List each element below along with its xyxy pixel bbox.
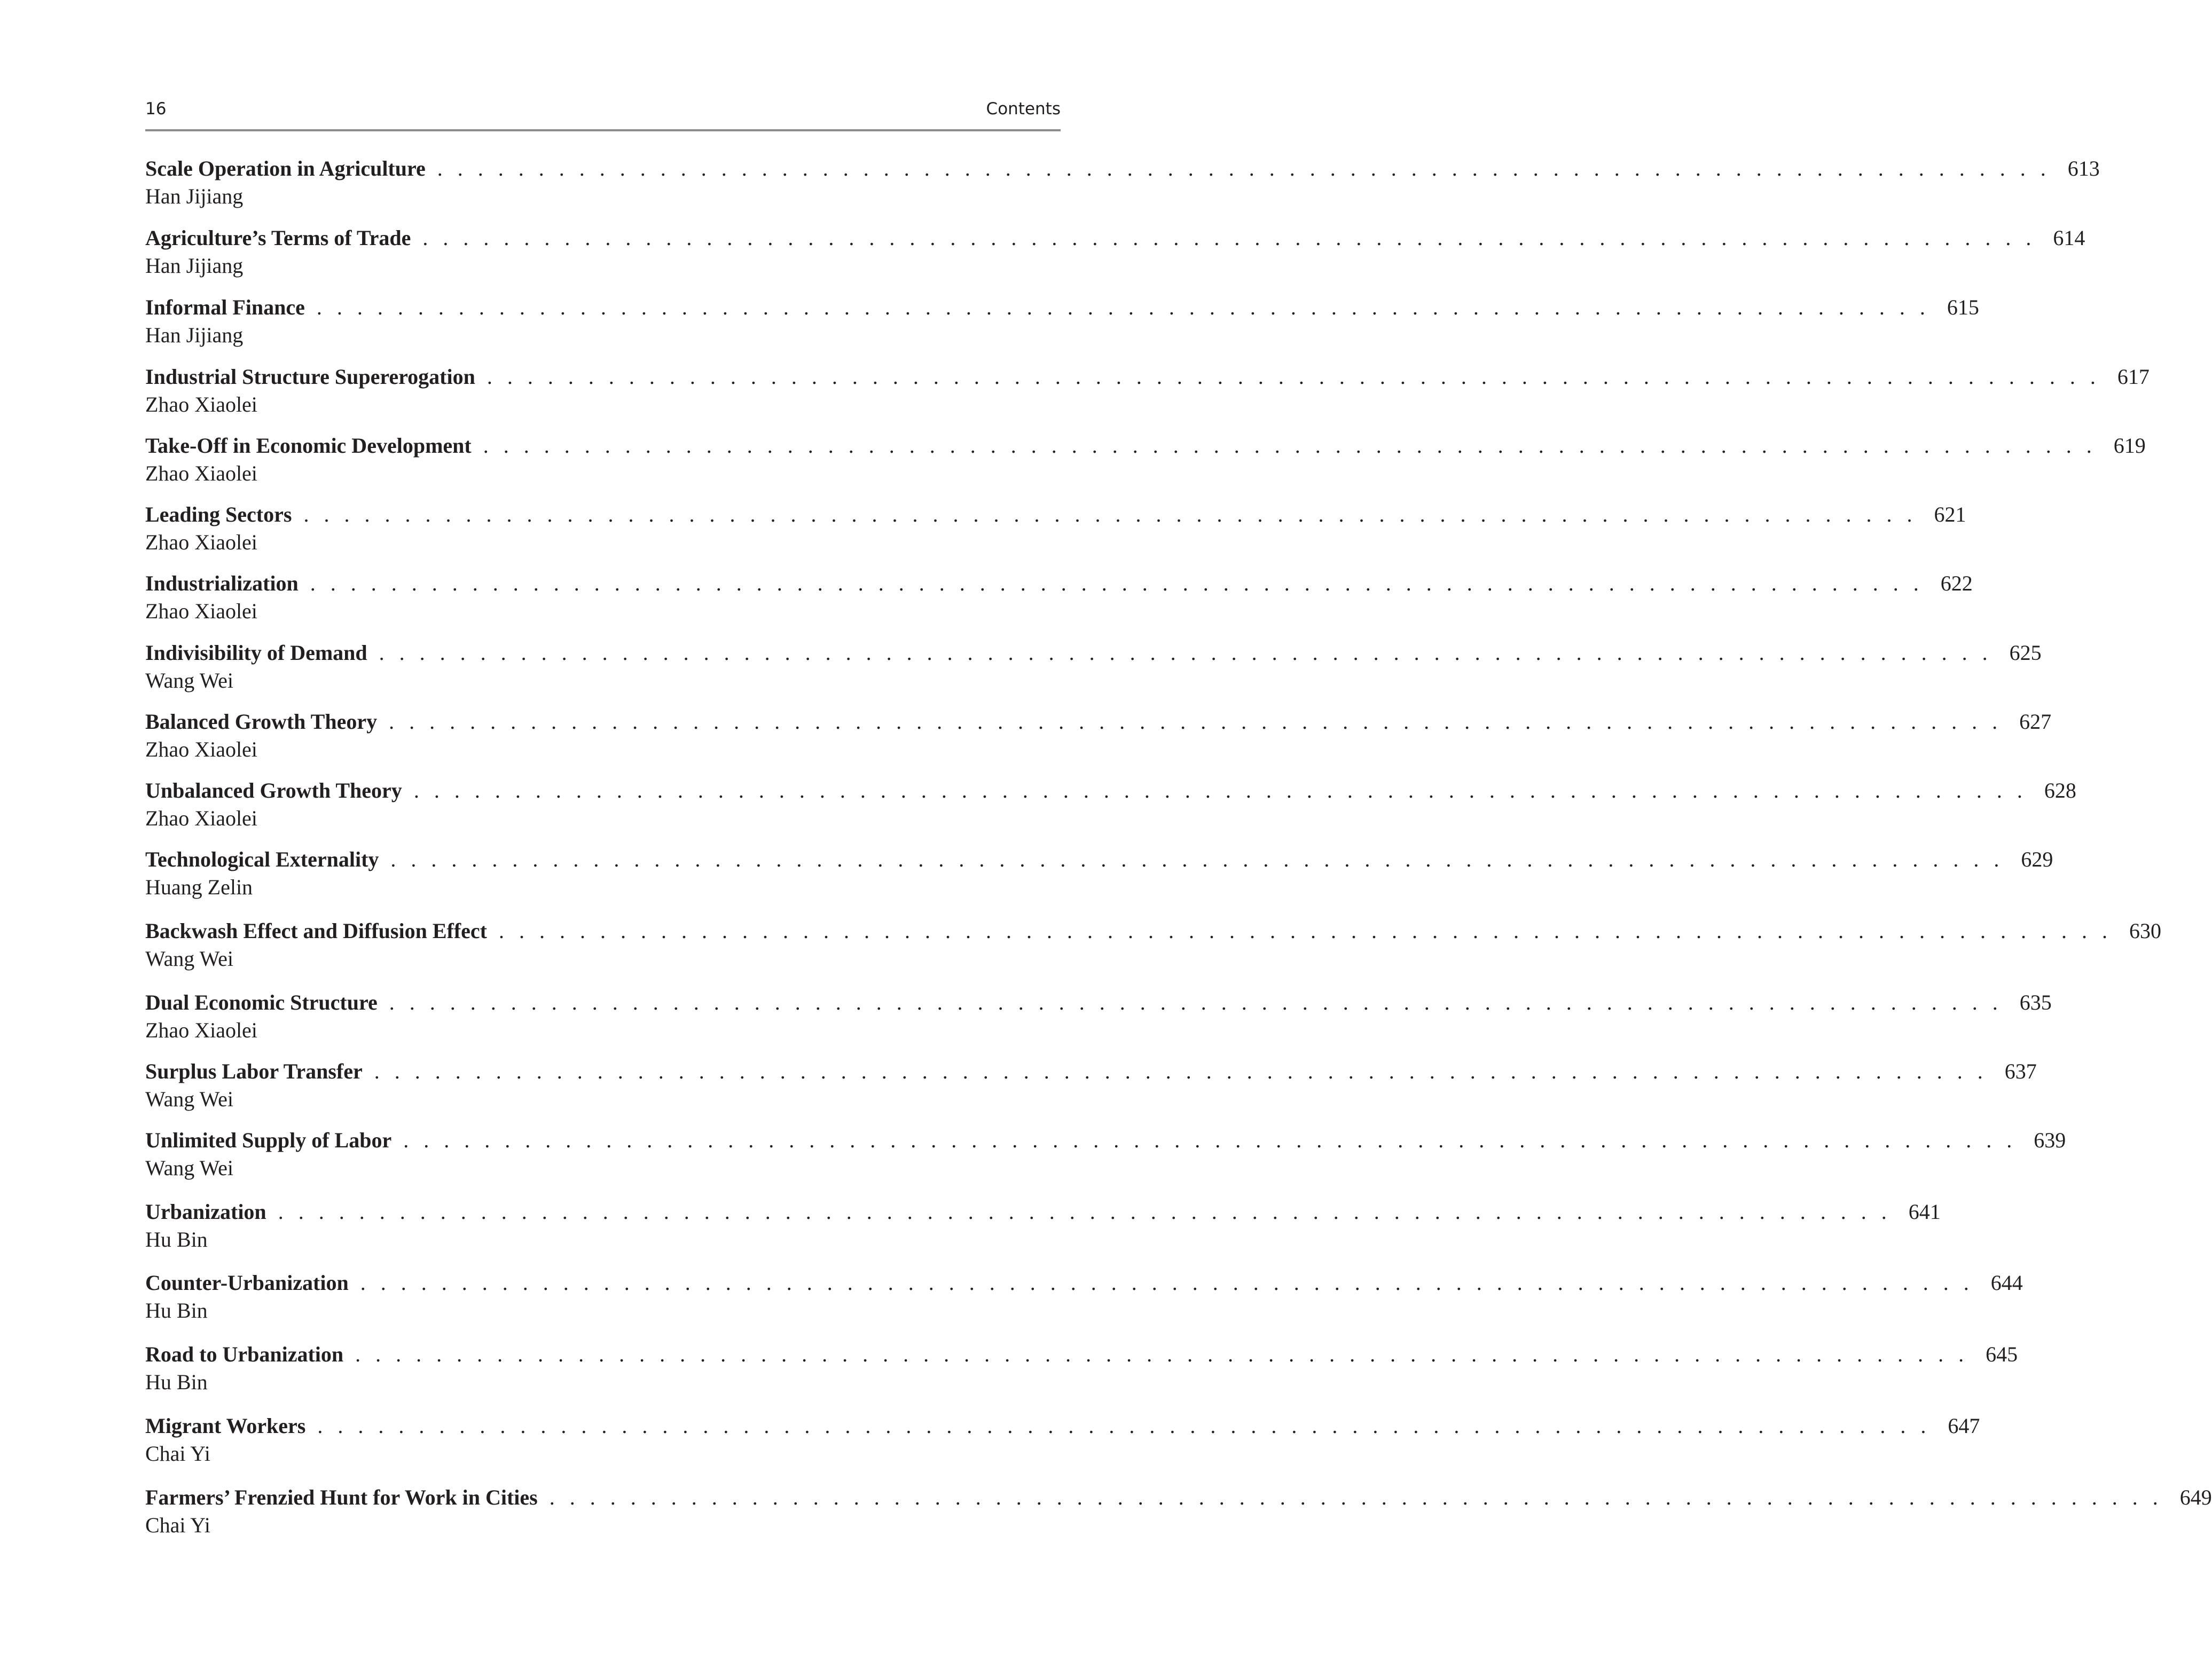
dot-leader: . . . . . . . . . . . . . . . . . . . . . . . . . . . . . . . . . . . . . . . . . . . . . . . . . . . . . . . . . . . . . . . . . . . . . . . . . . . . . . . . [379, 641, 1993, 665]
toc-entry-line [145, 432, 2146, 460]
entry-title[interactable]: Surplus Labor Transfer [145, 1059, 363, 1083]
dot-leader: . . . . . . . . . . . . . . . . . . . . . . . . . . . . . . . . . . . . . . . . . . . . . . . . . . . . . . . . . . . . . . . . . . . . . . . . . . . . . . . . [390, 847, 2004, 871]
dot-leader: . . . . . . . . . . . . . . . . . . . . . . . . . . . . . . . . . . . . . . . . . . . . . . . . . . . . . . . . . . . . . . . . . . . . . . . . . . . . . . . . [549, 1485, 2163, 1509]
dot-leader: . . . . . . . . . . . . . . . . . . . . . . . . . . . . . . . . . . . . . . . . . . . . . . . . . . . . . . . . . . . . . . . . . . . . . . . . . . . . . . . . [278, 1200, 1892, 1224]
header-rule [145, 129, 1061, 131]
toc-entry [145, 1058, 2037, 1116]
entry-page-number[interactable]: 621 [1934, 502, 1966, 526]
toc-entry-line [145, 777, 2076, 805]
toc-entry [145, 639, 2042, 698]
entry-page-number[interactable]: 649 [2179, 1485, 2212, 1509]
entry-page-number[interactable]: 615 [1947, 295, 1979, 319]
toc-entry [145, 917, 2161, 976]
dot-leader: . . . . . . . . . . . . . . . . . . . . . . . . . . . . . . . . . . . . . . . . . . . . . . . . . . . . . . . . . . . . . . . . . . . . . . . . . . . . . . . . [437, 156, 2051, 180]
toc-entry-line [145, 846, 2053, 873]
entry-title[interactable]: Dual Economic Structure [145, 990, 378, 1014]
page-header [145, 96, 1061, 122]
dot-leader: . . . . . . . . . . . . . . . . . . . . . . . . . . . . . . . . . . . . . . . . . . . . . . . . . . . . . . . . . . . . . . . . . . . . . . . . . . . . . . . . [317, 1414, 1931, 1438]
entry-title[interactable]: Urbanization [145, 1200, 266, 1224]
dot-leader: . . . . . . . . . . . . . . . . . . . . . . . . . . . . . . . . . . . . . . . . . . . . . . . . . . . . . . . . . . . . . . . . . . . . . . . . . . . . . . . . [303, 502, 1917, 526]
entry-author: Wang Wei [145, 668, 233, 692]
toc-entry [145, 1198, 1941, 1257]
entry-title[interactable]: Take-Off in Economic Development [145, 434, 472, 458]
entry-page-number[interactable]: 627 [2019, 710, 2052, 734]
dot-leader: . . . . . . . . . . . . . . . . . . . . . . . . . . . . . . . . . . . . . . . . . . . . . . . . . . . . . . . . . . . . . . . . . . . . . . . . . . . . . . . . [374, 1059, 1988, 1083]
entry-author: Huang Zelin [145, 875, 253, 899]
toc-entry-line [145, 363, 2150, 391]
toc-entry [145, 363, 2150, 422]
entry-title[interactable]: Road to Urbanization [145, 1342, 344, 1366]
entry-author: Han Jijiang [145, 254, 244, 278]
dot-leader: . . . . . . . . . . . . . . . . . . . . . . . . . . . . . . . . . . . . . . . . . . . . . . . . . . . . . . . . . . . . . . . . . . . . . . . . . . . . . . . . [310, 571, 1924, 595]
toc-entry [145, 294, 1979, 352]
dot-leader: . . . . . . . . . . . . . . . . . . . . . . . . . . . . . . . . . . . . . . . . . . . . . . . . . . . . . . . . . . . . . . . . . . . . . . . . . . . . . . . . [389, 710, 2003, 734]
toc-entry-line [145, 989, 2052, 1017]
toc-entry-line [145, 155, 2100, 183]
toc-entry [145, 1341, 2018, 1399]
toc-entry-line [145, 224, 2085, 252]
dot-leader: . . . . . . . . . . . . . . . . . . . . . . . . . . . . . . . . . . . . . . . . . . . . . . . . . . . . . . . . . . . . . . . . . . . . . . . . . . . . . . . . [498, 919, 2112, 943]
entry-title[interactable]: Unlimited Supply of Labor [145, 1128, 392, 1152]
entry-page-number[interactable]: 613 [2067, 156, 2100, 180]
dot-leader: . . . . . . . . . . . . . . . . . . . . . . . . . . . . . . . . . . . . . . . . . . . . . . . . . . . . . . . . . . . . . . . . . . . . . . . . . . . . . . . . [403, 1128, 2017, 1152]
toc-entry [145, 570, 1973, 628]
entry-title[interactable]: Leading Sectors [145, 502, 292, 526]
toc-entry-line [145, 570, 1973, 597]
running-head: Contents [986, 99, 1061, 119]
entry-author: Hu Bin [145, 1227, 208, 1251]
entry-page-number[interactable]: 630 [2129, 919, 2161, 943]
toc-entry-line [145, 1484, 2212, 1511]
toc-entry-line [145, 294, 1979, 321]
entry-title[interactable]: Indivisibility of Demand [145, 641, 367, 665]
entry-author: Zhao Xiaolei [145, 530, 257, 554]
entry-page-number[interactable]: 617 [2117, 365, 2150, 389]
entry-title[interactable]: Agriculture’s Terms of Trade [145, 226, 411, 250]
toc-entry [145, 432, 2146, 491]
entry-author: Hu Bin [145, 1370, 208, 1394]
toc-entry [145, 846, 2053, 904]
dot-leader: . . . . . . . . . . . . . . . . . . . . . . . . . . . . . . . . . . . . . . . . . . . . . . . . . . . . . . . . . . . . . . . . . . . . . . . . . . . . . . . . [422, 226, 2036, 250]
entry-author: Wang Wei [145, 1087, 233, 1111]
entry-title[interactable]: Counter-Urbanization [145, 1271, 349, 1295]
entry-page-number[interactable]: 644 [1990, 1271, 2023, 1295]
entry-author: Han Jijiang [145, 184, 244, 208]
dot-leader: . . . . . . . . . . . . . . . . . . . . . . . . . . . . . . . . . . . . . . . . . . . . . . . . . . . . . . . . . . . . . . . . . . . . . . . . . . . . . . . . [487, 365, 2100, 389]
page-number: 16 [145, 99, 167, 119]
entry-title[interactable]: Balanced Growth Theory [145, 710, 378, 734]
toc-entry-line [145, 1127, 2066, 1154]
toc-entry-line [145, 1198, 1941, 1226]
dot-leader: . . . . . . . . . . . . . . . . . . . . . . . . . . . . . . . . . . . . . . . . . . . . . . . . . . . . . . . . . . . . . . . . . . . . . . . . . . . . . . . . [360, 1271, 1974, 1295]
entry-page-number[interactable]: 622 [1940, 571, 1973, 595]
toc-entry-line [145, 1269, 2023, 1297]
entry-title[interactable]: Backwash Effect and Diffusion Effect [145, 919, 487, 943]
entry-title[interactable]: Migrant Workers [145, 1414, 306, 1438]
dot-leader: . . . . . . . . . . . . . . . . . . . . . . . . . . . . . . . . . . . . . . . . . . . . . . . . . . . . . . . . . . . . . . . . . . . . . . . . . . . . . . . . [483, 434, 2097, 458]
toc-entry-line [145, 708, 2052, 736]
entry-title[interactable]: Farmers’ Frenzied Hunt for Work in Cities [145, 1485, 538, 1509]
entry-page-number[interactable]: 614 [2053, 226, 2085, 250]
entry-author: Wang Wei [145, 947, 233, 971]
toc-entry [145, 501, 1966, 560]
entry-page-number[interactable]: 641 [1908, 1200, 1941, 1224]
entry-page-number[interactable]: 637 [2004, 1059, 2037, 1083]
entry-author: Hu Bin [145, 1298, 208, 1322]
dot-leader: . . . . . . . . . . . . . . . . . . . . . . . . . . . . . . . . . . . . . . . . . . . . . . . . . . . . . . . . . . . . . . . . . . . . . . . . . . . . . . . . [413, 778, 2027, 802]
entry-page-number[interactable]: 625 [2009, 641, 2042, 665]
entry-page-number[interactable]: 619 [2113, 434, 2146, 458]
entry-author: Chai Yi [145, 1513, 210, 1537]
dot-leader: . . . . . . . . . . . . . . . . . . . . . . . . . . . . . . . . . . . . . . . . . . . . . . . . . . . . . . . . . . . . . . . . . . . . . . . . . . . . . . . . [355, 1342, 1969, 1366]
toc-entry [145, 155, 2100, 214]
entry-title[interactable]: Industrialization [145, 571, 299, 595]
entry-author: Wang Wei [145, 1156, 233, 1180]
toc-entry-line [145, 917, 2161, 945]
toc-entry [145, 1412, 1980, 1471]
toc-entry-line [145, 1058, 2037, 1085]
entry-author: Zhao Xiaolei [145, 806, 257, 830]
entry-title[interactable]: Industrial Structure Supererogation [145, 365, 475, 389]
toc-entry [145, 1127, 2066, 1185]
entry-page-number[interactable]: 647 [1948, 1414, 1980, 1438]
toc-entry-line [145, 1412, 1980, 1440]
entry-title[interactable]: Unbalanced Growth Theory [145, 778, 402, 802]
entry-author: Zhao Xiaolei [145, 1018, 257, 1042]
toc-entry-line [145, 501, 1966, 529]
entry-title[interactable]: Scale Operation in Agriculture [145, 156, 426, 180]
dot-leader: . . . . . . . . . . . . . . . . . . . . . . . . . . . . . . . . . . . . . . . . . . . . . . . . . . . . . . . . . . . . . . . . . . . . . . . . . . . . . . . . [389, 990, 2003, 1014]
toc-entry [145, 777, 2076, 836]
entry-author: Chai Yi [145, 1442, 210, 1466]
toc-entry [145, 989, 2052, 1048]
entry-page-number[interactable]: 645 [1986, 1342, 2018, 1366]
entry-title[interactable]: Informal Finance [145, 295, 305, 319]
entry-author: Zhao Xiaolei [145, 392, 257, 416]
entry-page-number[interactable]: 639 [2034, 1128, 2066, 1152]
entry-page-number[interactable]: 628 [2044, 778, 2076, 802]
toc-entry [145, 1269, 2023, 1328]
entry-author: Zhao Xiaolei [145, 599, 257, 623]
toc-entry [145, 1484, 2212, 1542]
entry-author: Zhao Xiaolei [145, 461, 257, 485]
entry-title[interactable]: Technological Externality [145, 847, 379, 871]
toc-entry [145, 708, 2052, 767]
entry-author: Zhao Xiaolei [145, 737, 257, 761]
toc-entry-line [145, 639, 2042, 667]
dot-leader: . . . . . . . . . . . . . . . . . . . . . . . . . . . . . . . . . . . . . . . . . . . . . . . . . . . . . . . . . . . . . . . . . . . . . . . . . . . . . . . . [316, 295, 1930, 319]
toc-entry [145, 224, 2085, 283]
entry-author: Han Jijiang [145, 323, 244, 347]
entry-page-number[interactable]: 629 [2021, 847, 2053, 871]
toc-entry-line [145, 1341, 2018, 1368]
entry-page-number[interactable]: 635 [2019, 990, 2052, 1014]
